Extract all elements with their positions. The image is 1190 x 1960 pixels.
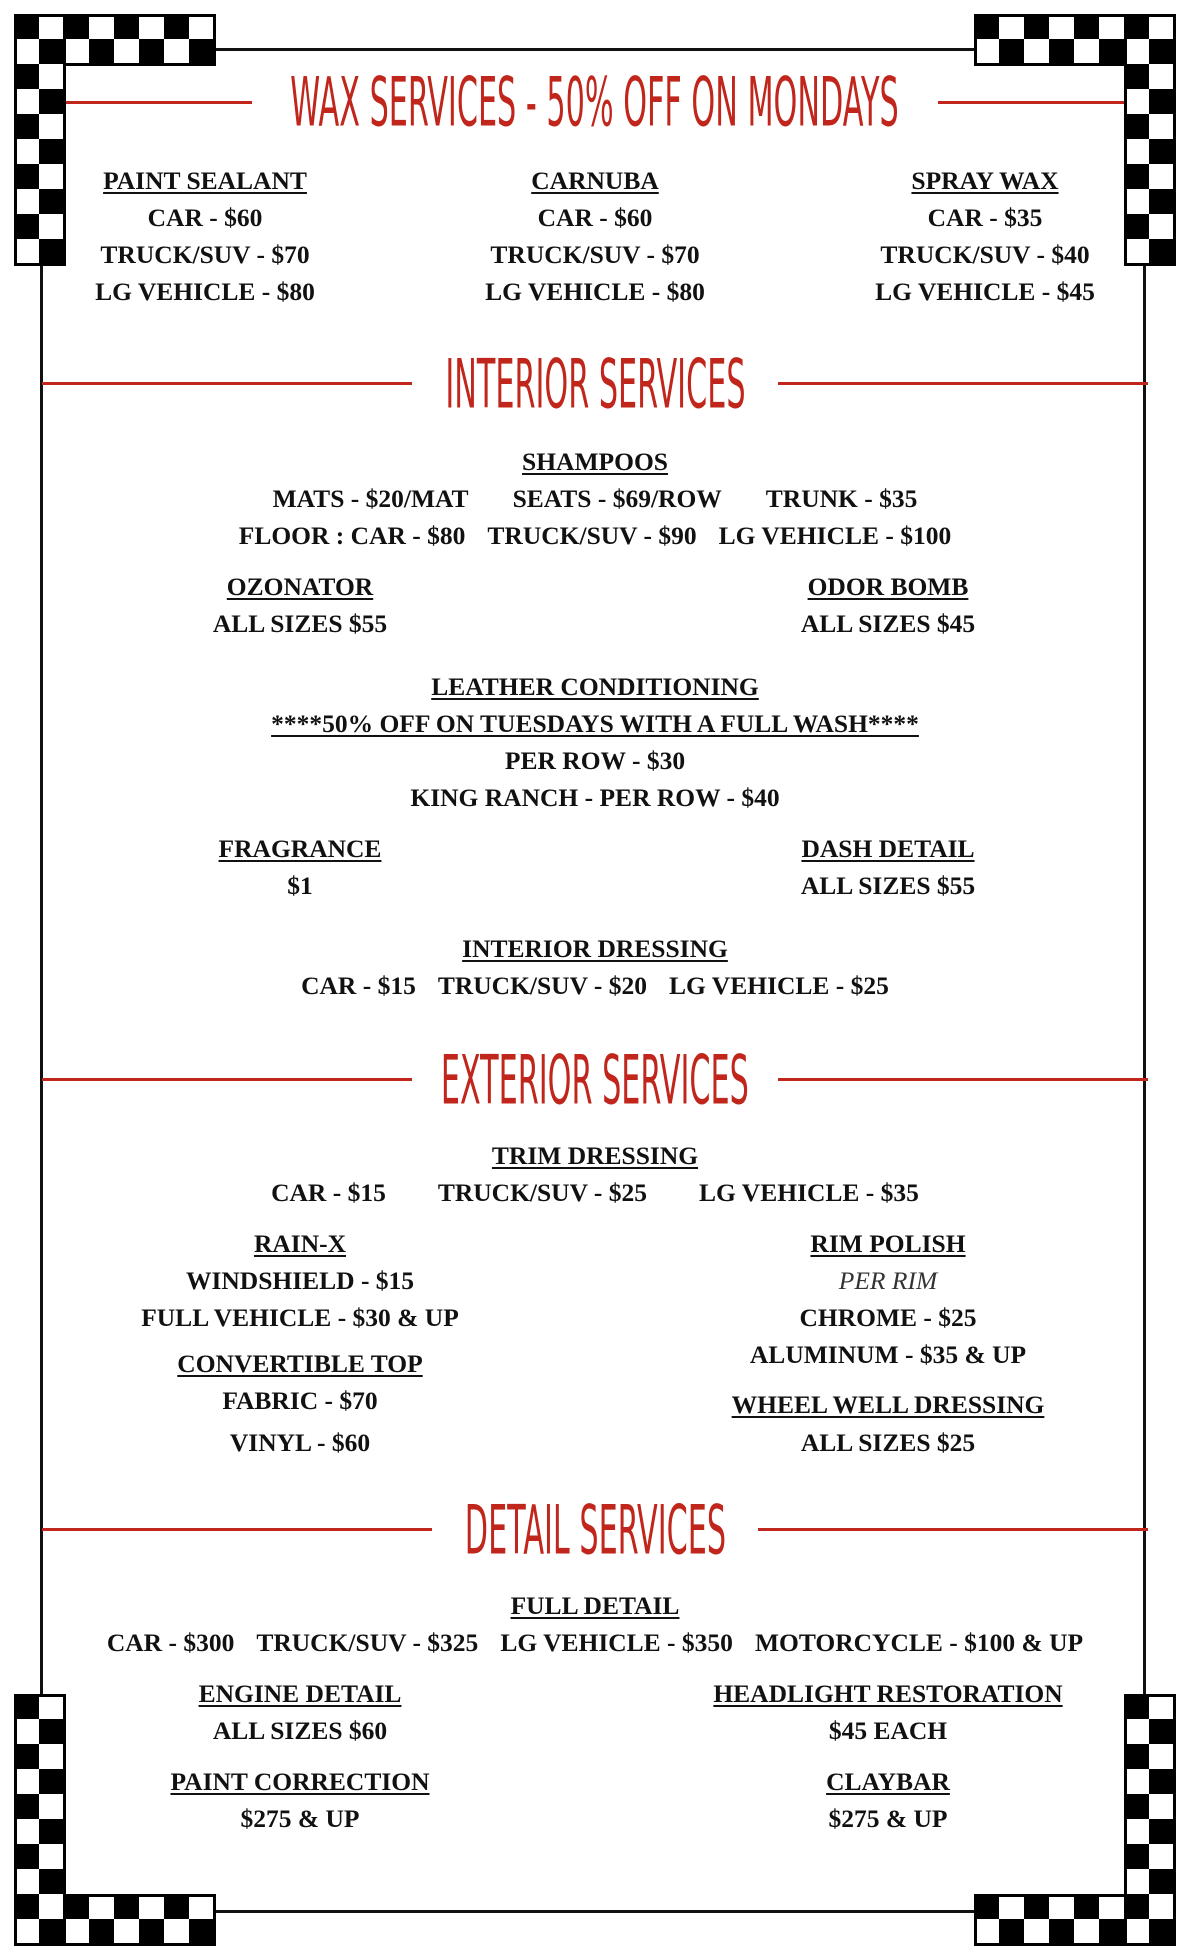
spray-wax-lg: LG VEHICLE - $45: [875, 277, 1095, 306]
trim-lg: LG VEHICLE - $35: [699, 1178, 919, 1207]
leather-heading-line: [0, 674, 1190, 700]
full-detail-motorcycle: MOTORCYCLE - $100 & UP: [754, 1628, 1084, 1657]
claybar-price: $275 & UP: [828, 1804, 948, 1833]
leather-promo: ****50% OFF ON TUESDAYS WITH A FULL WASH****: [271, 709, 919, 738]
checkered-flag-corner-bottom-left: [14, 1694, 216, 1946]
paint-sealant-heading: PAINT SEALANT: [103, 166, 307, 195]
full-detail-car: CAR - $300: [106, 1628, 235, 1657]
convertible-top-heading: CONVERTIBLE TOP: [177, 1349, 423, 1378]
full-detail-prices: [0, 1630, 1190, 1656]
detail-services-title: DETAIL SERVICES: [464, 1490, 726, 1570]
headlight-restoration-price: $45 EACH: [828, 1716, 948, 1745]
fragrance-heading: FRAGRANCE: [218, 834, 382, 863]
trim-dressing-heading: TRIM DRESSING: [491, 1141, 699, 1170]
leather-promo-line: [0, 711, 1190, 737]
carnuba-car: CAR - $60: [537, 203, 653, 232]
carnuba-lg: LG VEHICLE - $80: [485, 277, 705, 306]
claybar-heading: CLAYBAR: [826, 1767, 950, 1796]
checkered-flag-corner-bottom-right: [974, 1694, 1176, 1946]
rain-x-heading: RAIN-X: [253, 1229, 347, 1258]
carnuba-heading: CARNUBA: [531, 166, 659, 195]
spray-wax-heading: SPRAY WAX: [911, 166, 1059, 195]
shampoos-row-2: [0, 523, 1190, 549]
interior-dressing-prices: [0, 973, 1190, 999]
ozonator-price: ALL SIZES $55: [212, 609, 388, 638]
dash-detail-heading: DASH DETAIL: [801, 834, 975, 863]
wax-services-title: WAX SERVICES - 50% OFF ON MONDAYS: [290, 62, 900, 142]
paint-correction-price: $275 & UP: [240, 1804, 360, 1833]
interior-services-title: INTERIOR SERVICES: [444, 344, 746, 424]
shampoos-heading-line: [0, 449, 1190, 475]
shampoo-floor-car: FLOOR : CAR - $80: [238, 521, 466, 550]
ozonator-heading: OZONATOR: [226, 572, 374, 601]
interior-dressing-heading: INTERIOR DRESSING: [462, 934, 728, 963]
trim-prices: [0, 1180, 1190, 1206]
checkered-flag-corner-top-left: [14, 14, 216, 266]
convertible-fabric: FABRIC - $70: [222, 1386, 378, 1415]
dash-detail-price: ALL SIZES $55: [800, 871, 976, 900]
leather-king-ranch: KING RANCH - PER ROW - $40: [410, 783, 780, 812]
odor-bomb-heading: ODOR BOMB: [807, 572, 969, 601]
shampoo-trunk: TRUNK - $35: [765, 484, 918, 513]
shampoo-floor-truck: TRUCK/SUV - $90: [487, 521, 697, 550]
full-detail-heading: FULL DETAIL: [510, 1591, 680, 1620]
leather-conditioning-heading: LEATHER CONDITIONING: [431, 672, 759, 701]
shampoo-mats: MATS - $20/MAT: [272, 484, 469, 513]
interior-dressing-heading-line: [0, 936, 1190, 962]
shampoo-floor-lg: LG VEHICLE - $100: [718, 521, 952, 550]
fragrance-price: $1: [287, 871, 313, 900]
paint-sealant-lg: LG VEHICLE - $80: [95, 277, 315, 306]
engine-detail-price: ALL SIZES $60: [212, 1716, 388, 1745]
rim-polish-aluminum: ALUMINUM - $35 & UP: [749, 1340, 1027, 1369]
rim-polish-heading: RIM POLISH: [810, 1229, 966, 1258]
rain-x-windshield: WINDSHIELD - $15: [185, 1266, 415, 1295]
rim-polish-chrome: CHROME - $25: [799, 1303, 977, 1332]
shampoos-heading: SHAMPOOS: [522, 447, 668, 476]
odor-bomb-price: ALL SIZES $45: [800, 609, 976, 638]
full-detail-heading-line: [0, 1593, 1190, 1619]
shampoo-seats: SEATS - $69/ROW: [512, 484, 722, 513]
carnuba-truck: TRUCK/SUV - $70: [490, 240, 700, 269]
paint-sealant-truck: TRUCK/SUV - $70: [100, 240, 310, 269]
trim-car: CAR - $15: [271, 1178, 386, 1207]
paint-correction-heading: PAINT CORRECTION: [170, 1767, 430, 1796]
leather-per-row: PER ROW - $30: [504, 746, 686, 775]
convertible-vinyl: VINYL - $60: [229, 1428, 371, 1457]
rain-x-full-vehicle: FULL VEHICLE - $30 & UP: [141, 1303, 459, 1332]
trim-heading-line: [0, 1143, 1190, 1169]
checkered-flag-corner-top-right: [974, 14, 1176, 266]
wheel-well-price: ALL SIZES $25: [800, 1428, 976, 1457]
rim-polish-note: PER RIM: [838, 1266, 938, 1295]
paint-sealant-car: CAR - $60: [147, 203, 263, 232]
trim-truck: TRUCK/SUV - $25: [437, 1178, 648, 1207]
interior-dressing-truck: TRUCK/SUV - $20: [437, 971, 648, 1000]
full-detail-truck: TRUCK/SUV - $325: [256, 1628, 479, 1657]
shampoos-row-1: [0, 486, 1190, 512]
exterior-services-title: EXTERIOR SERVICES: [441, 1040, 749, 1120]
full-detail-lg: LG VEHICLE - $350: [500, 1628, 733, 1657]
engine-detail-heading: ENGINE DETAIL: [198, 1679, 402, 1708]
wheel-well-heading: WHEEL WELL DRESSING: [731, 1390, 1045, 1419]
interior-dressing-car: CAR - $15: [301, 971, 416, 1000]
spray-wax-truck: TRUCK/SUV - $40: [880, 240, 1090, 269]
headlight-restoration-heading: HEADLIGHT RESTORATION: [713, 1679, 1063, 1708]
spray-wax-car: CAR - $35: [927, 203, 1043, 232]
interior-dressing-lg: LG VEHICLE - $25: [669, 971, 889, 1000]
